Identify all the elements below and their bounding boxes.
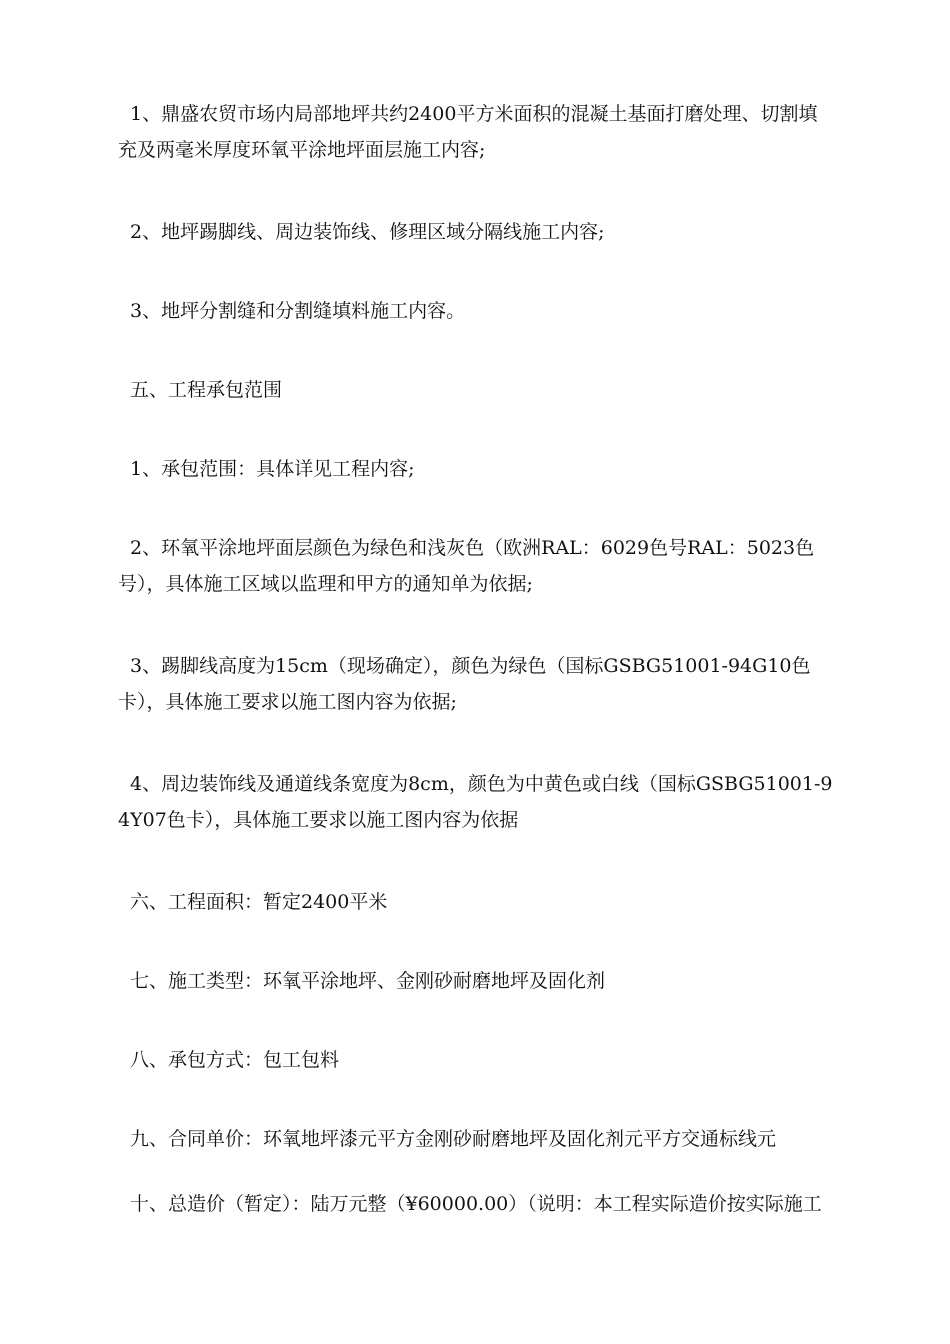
paragraph-scope-item-1: 1、鼎盛农贸市场内局部地坪共约2400平方米面积的混凝土基面打磨处理、切割填充及两毫米厚度环氧平涂地坪面层施工内容; (118, 103, 818, 161)
section-heading-9: 九、合同单价：环氧地坪漆元平方金刚砂耐磨地坪及固化剂元平方交通标线元 (130, 1128, 777, 1150)
paragraph-scope-item-2: 2、地坪踢脚线、周边装饰线、修理区域分隔线施工内容; (130, 221, 605, 243)
section-heading-5: 五、工程承包范围 (130, 379, 283, 401)
paragraph-contract-item-2: 2、环氧平涂地坪面层颜色为绿色和浅灰色（欧洲RAL：6029色号RAL：5023色号），具体施工区域以监理和甲方的通知单为依据; (118, 537, 815, 595)
paragraph-contract-item-3: 3、踢脚线高度为15cm（现场确定），颜色为绿色（国标GSBG51001-94G10色卡），具体施工要求以施工图内容为依据; (118, 655, 811, 713)
paragraph-contract-item-4: 4、周边装饰线及通道线条宽度为8cm，颜色为中黄色或白线（国标GSBG51001-94Y07色卡），具体施工要求以施工图内容为依据 (118, 773, 833, 831)
paragraph-scope-item-3: 3、地坪分割缝和分割缝填料施工内容。 (130, 300, 466, 322)
section-heading-10: 十、总造价（暂定）：陆万元整（¥60000.00）（说明：本工程实际造价按实际施工 (130, 1193, 822, 1215)
section-heading-8: 八、承包方式：包工包料 (130, 1049, 340, 1071)
section-heading-6: 六、工程面积：暂定2400平米 (130, 891, 388, 913)
paragraph-contract-item-1: 1、承包范围：具体详见工程内容; (130, 458, 415, 480)
section-heading-7: 七、施工类型：环氧平涂地坪、金刚砂耐磨地坪及固化剂 (130, 970, 606, 992)
